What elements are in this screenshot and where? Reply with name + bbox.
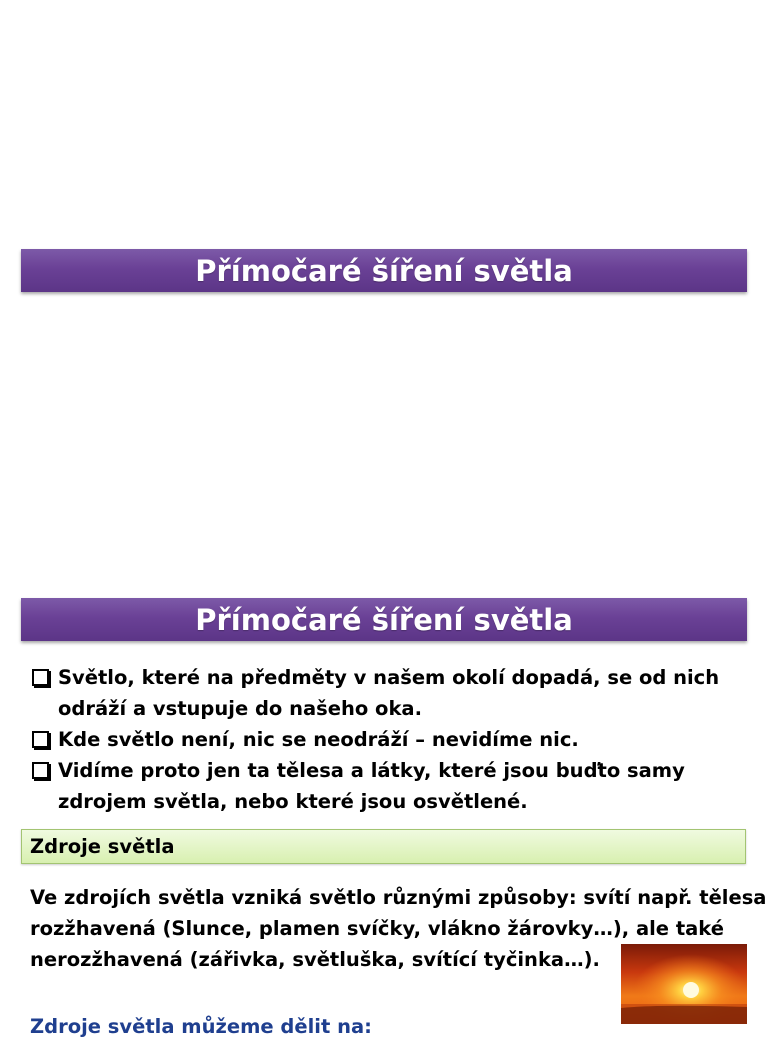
- bullet-line: Vidíme proto jen ta tělesa a látky, které jsou buďto samy: [58, 759, 685, 782]
- checkbox-bullet-icon: [32, 762, 49, 779]
- bullet-line: Kde světlo není, nic se neodráží – nevidíme nic.: [58, 728, 579, 751]
- paragraph-line: rozžhavená (Slunce, plamen svíčky, vlákno žárovky…), ale také: [30, 917, 724, 940]
- checkbox-bullet-icon: [32, 669, 49, 686]
- paragraph-line: Ve zdrojích světla vzniká světlo různými způsoby: svítí např. tělesa: [30, 886, 767, 909]
- divide-heading: Zdroje světla můžeme dělit na:: [30, 1015, 372, 1038]
- bullet-line: zdrojem světla, nebo které jsou osvětlené.: [58, 790, 528, 813]
- bullet-line: odráží a vstupuje do našeho oka.: [58, 697, 422, 720]
- list-item: [30, 755, 750, 817]
- checkbox-bullet-icon: [32, 731, 49, 748]
- slide-2-title: Přímočaré šíření světla: [195, 602, 573, 637]
- sources-heading-box: [21, 829, 746, 864]
- bullet-list: [30, 662, 750, 817]
- sunset-image: [621, 944, 747, 1024]
- slide-2-title-banner: [21, 598, 747, 641]
- list-item: [30, 724, 750, 755]
- sources-heading: Zdroje světla: [30, 835, 175, 858]
- bullet-line: Světlo, které na předměty v našem okolí dopadá, se od nich: [58, 666, 720, 689]
- slide-1-title: Přímočaré šíření světla: [195, 253, 573, 288]
- paragraph-line: nerozžhavená (zářivka, světluška, svítící tyčinka…).: [30, 948, 600, 971]
- list-item: [30, 662, 750, 724]
- slide-1-title-banner: [21, 249, 747, 292]
